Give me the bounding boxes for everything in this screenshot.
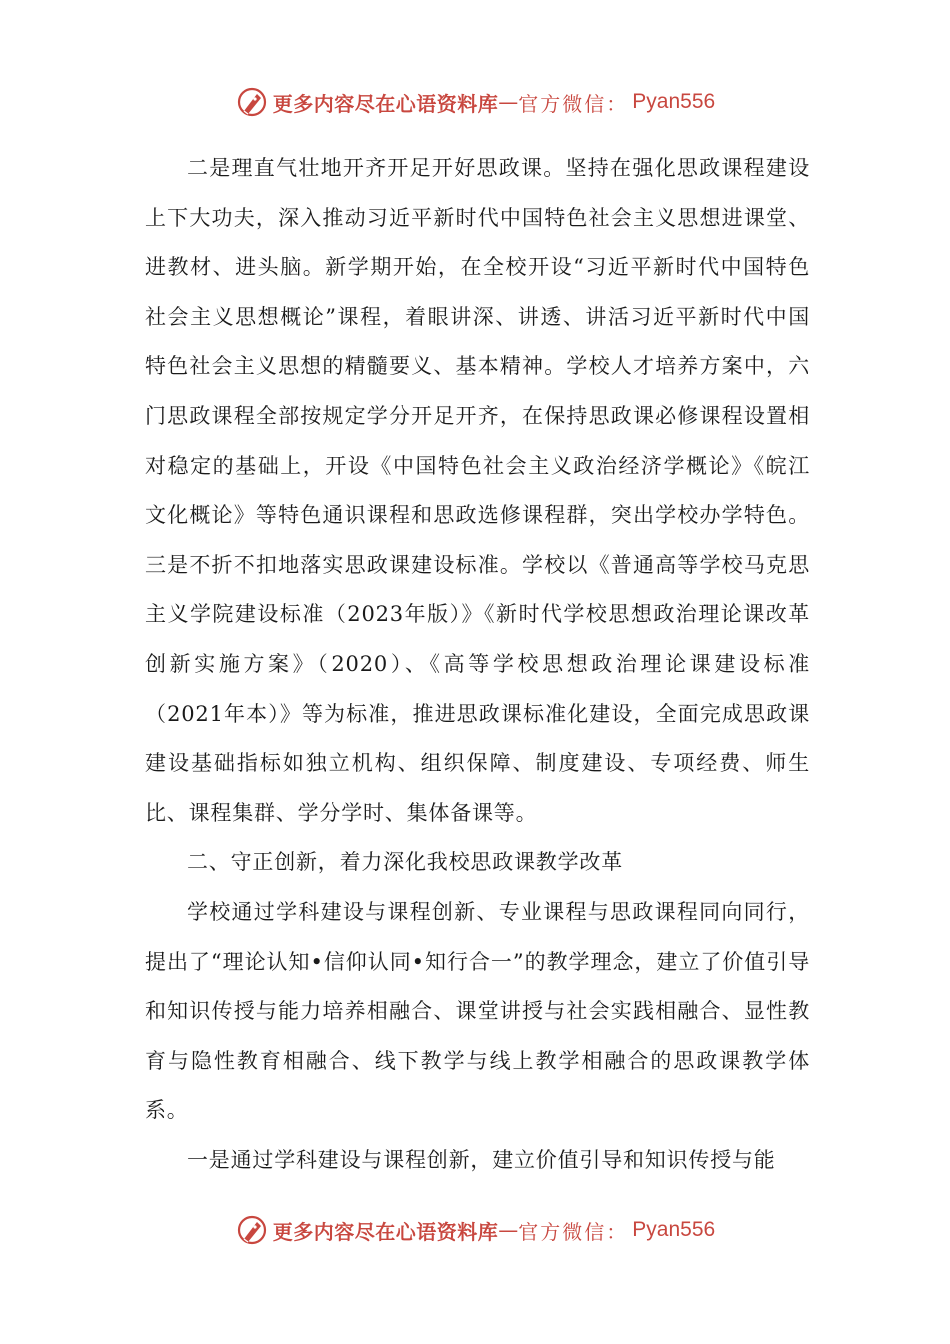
banner-dash: — [498,90,519,114]
paragraph-2: 学校通过学科建设与课程创新、专业课程与思政课程同向同行，提出了“理论认知•信仰认同•知行合一”的教学理念，建立了价值引导和知识传授与能力培养相融合、课堂讲授与社会实践相融合、显性教育与隐性教育相融合、线下教学与线上教学相融合的思政课教学体系。 [145,899,810,1123]
banner-wechat-id: Pyan556 [632,1218,716,1241]
banner-wechat-label: 官方微信： [518,91,629,116]
banner-dash: — [498,1218,519,1242]
banner-title: 更多内容尽在心语资料库 [272,1219,499,1244]
paragraph-1: 二是理直气壮地开齐开足开好思政课。坚持在强化思政课程建设上下大功夫，深入推动习近平新时代中国特色社会主义思想进课堂、进教材、进头脑。新学期开始，在全校开设“习近平新时代中国特色社会主义思想概论”课程，着眼讲深、讲透、讲活习近平新时代中国特色社会主义思想的精髓要义、基本精神。学校人才培养方案中，六门思政课程全部按规定学分开足开齐，在保持思政课必修课程设置相对稳定的基础上，开设《中国特色社会主义政治经济学概论》《皖江文化概论》等特色通识课程和思政选修课程群，突出学校办学特色。三是不折不扣地落实思政课建设标准。学校以《普通高等学校马克思主义学院建设标准（2023年版）》《新时代学校思想政治理论课改革创新实施方案》（2020）、《高等学校思想政治理论课建设标准（2021年本）》等为标准，推进思政课标准化建设，全面完成思政课建设基础指标如独立机构、组织保障、制度建设、专项经费、师生比、课程集群、学分学时、集体备课等。 [145,156,810,825]
pen-nib-logo-icon [235,1213,269,1247]
banner-title: 更多内容尽在心语资料库 [272,91,499,116]
header-banner [0,82,950,122]
document-body [145,144,810,1185]
section-heading: 二、守正创新，着力深化我校思政课教学改革 [187,850,623,875]
footer-banner [0,1210,950,1250]
banner-wechat-id: Pyan556 [632,90,716,113]
paragraph-3: 一是通过学科建设与课程创新，建立价值引导和知识传授与能 [187,1147,776,1172]
banner-wechat-label: 官方微信： [518,1219,629,1244]
pen-nib-logo-icon [235,85,269,119]
